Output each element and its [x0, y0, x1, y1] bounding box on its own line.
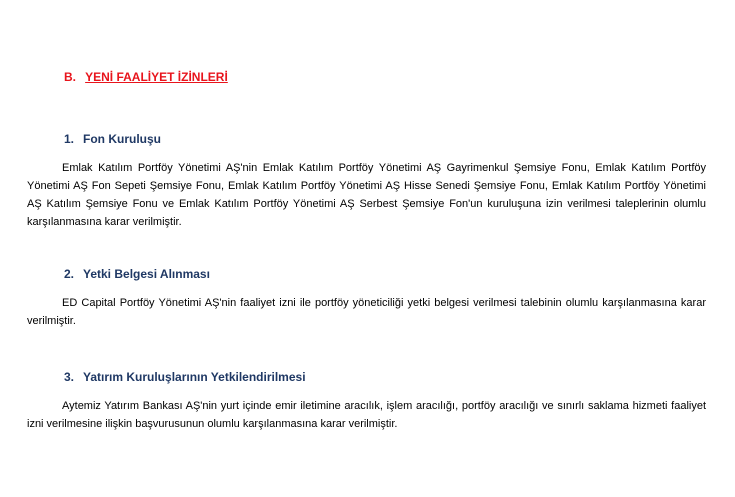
section-title — [64, 70, 228, 84]
item-number: 1. — [64, 132, 75, 146]
item-number: 2. — [64, 267, 75, 281]
item-heading-fon-kurulusu — [64, 132, 161, 146]
item-number: 3. — [64, 370, 75, 384]
item-heading-yetki-belgesi — [64, 267, 210, 281]
item-heading-text: Yatırım Kuruluşlarının Yetkilendirilmesi — [83, 370, 306, 384]
section-letter: B. — [64, 70, 76, 84]
item-heading-text: Fon Kuruluşu — [83, 132, 161, 146]
section-title-text: YENİ FAALİYET İZİNLERİ — [85, 70, 228, 84]
item-body-fon-kurulusu: Emlak Katılım Portföy Yönetimi AŞ'nin Emlak Katılım Portföy Yönetimi AŞ Gayrimenkul Şemsiye Fonu, Emlak Katılım Portföy Yönetimi AŞ Fon Sepeti Şemsiye Fonu, Emlak Katılım Portföy Yönetimi AŞ Hisse Senedi Şemsiye Fonu, Emlak Katılım Portföy Yönetimi AŞ Katılım Şemsiye Fonu ve Emlak Katılım Portföy Yönetimi AŞ Serbest Şemsiye Fon'un kuruluşuna izin verilmesi taleplerinin olumlu karşılanmasına karar verilmiştir. — [27, 162, 706, 228]
item-body-yetkilendirme: Aytemiz Yatırım Bankası AŞ'nin yurt içinde emir iletimine aracılık, işlem aracılığı, portföy aracılığı ve sınırlı saklama hizmeti faaliyet izni verilmesine ilişkin başvurusunun olumlu karşılanmasına karar verilmiştir. — [27, 400, 706, 430]
item-heading-text: Yetki Belgesi Alınması — [83, 267, 210, 281]
item-body-yetki-belgesi: ED Capital Portföy Yönetimi AŞ'nin faaliyet izni ile portföy yöneticiliği yetki belgesi verilmesi talebinin olumlu karşılanmasına karar verilmiştir. — [27, 297, 706, 327]
item-heading-yetkilendirme — [64, 370, 306, 384]
